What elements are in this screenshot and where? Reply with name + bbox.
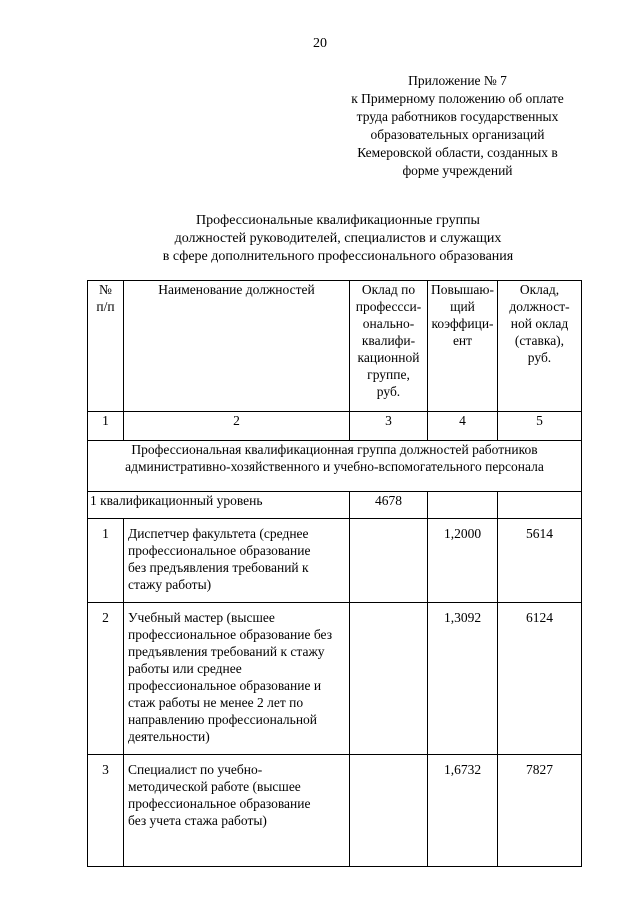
coefficient-value: 1,2000 xyxy=(428,519,498,603)
empty-cell xyxy=(498,492,582,519)
column-number: 1 xyxy=(88,412,124,441)
page-number: 20 xyxy=(313,36,327,51)
qualification-level-row xyxy=(88,492,582,519)
table-row xyxy=(88,519,582,603)
group-title: Профессиональная квалификационная группа должностей работников административно-хозяйственного и учебно-вспомогательного персонала xyxy=(88,441,582,492)
document-title xyxy=(0,212,640,266)
title-line: Профессиональные квалификационные группы xyxy=(196,213,480,228)
column-number: 5 xyxy=(498,412,582,441)
table-row xyxy=(88,603,582,755)
appendix-line: труда работников государственных xyxy=(356,109,559,124)
qualification-level-salary: 4678 xyxy=(350,492,428,519)
row-number: 1 xyxy=(88,519,124,603)
row-number: 2 xyxy=(88,603,124,755)
row-number: 3 xyxy=(88,755,124,867)
appendix-line: к Примерному положению об оплате xyxy=(351,91,564,106)
column-number: 3 xyxy=(350,412,428,441)
coefficient-value: 1,6732 xyxy=(428,755,498,867)
salary-table xyxy=(87,280,582,867)
appendix-line: Приложение № 7 xyxy=(408,73,507,88)
title-line: должностей руководителей, специалистов и служащих xyxy=(174,231,502,246)
salary-value: 7827 xyxy=(498,755,582,867)
appendix-line: форме учреждений xyxy=(402,163,513,178)
empty-cell xyxy=(350,755,428,867)
appendix-line: образовательных организаций xyxy=(370,127,545,142)
column-number: 4 xyxy=(428,412,498,441)
salary-value: 6124 xyxy=(498,603,582,755)
header-group-salary: Оклад по профессси- онально- квалифи- кационной группе, руб. xyxy=(350,281,428,412)
header-number: № п/п xyxy=(88,281,124,412)
coefficient-value: 1,3092 xyxy=(428,603,498,755)
qualification-level-label: 1 квалификационный уровень xyxy=(88,492,350,519)
header-position-name: Наименование должностей xyxy=(124,281,350,412)
header-position-salary: Оклад, должност- ной оклад (ставка), руб. xyxy=(498,281,582,412)
empty-cell xyxy=(428,492,498,519)
column-number: 2 xyxy=(124,412,350,441)
appendix-line: Кемеровской области, созданных в xyxy=(357,145,558,160)
table-header-row xyxy=(88,281,582,412)
appendix-reference xyxy=(325,72,590,180)
column-number-row xyxy=(88,412,582,441)
empty-cell xyxy=(350,519,428,603)
title-line: в сфере дополнительного профессионального образования xyxy=(162,249,514,264)
empty-cell xyxy=(350,603,428,755)
position-name: Учебный мастер (высшее профессиональное образование без предъявления требований к стажу работы или среднее профессиональное образование и стаж работы не менее 2 лет по направлению профессиональной деятельности) xyxy=(124,603,350,755)
salary-value: 5614 xyxy=(498,519,582,603)
position-name: Диспетчер факультета (среднее профессиональное образование без предъявления требований к стажу работы) xyxy=(124,519,350,603)
group-title-row xyxy=(88,441,582,492)
position-name: Специалист по учебно- методической работе (высшее профессиональное образование без учета стажа работы) xyxy=(124,755,350,867)
header-coefficient: Повышаю- щий коэффици- ент xyxy=(428,281,498,412)
table-row xyxy=(88,755,582,867)
